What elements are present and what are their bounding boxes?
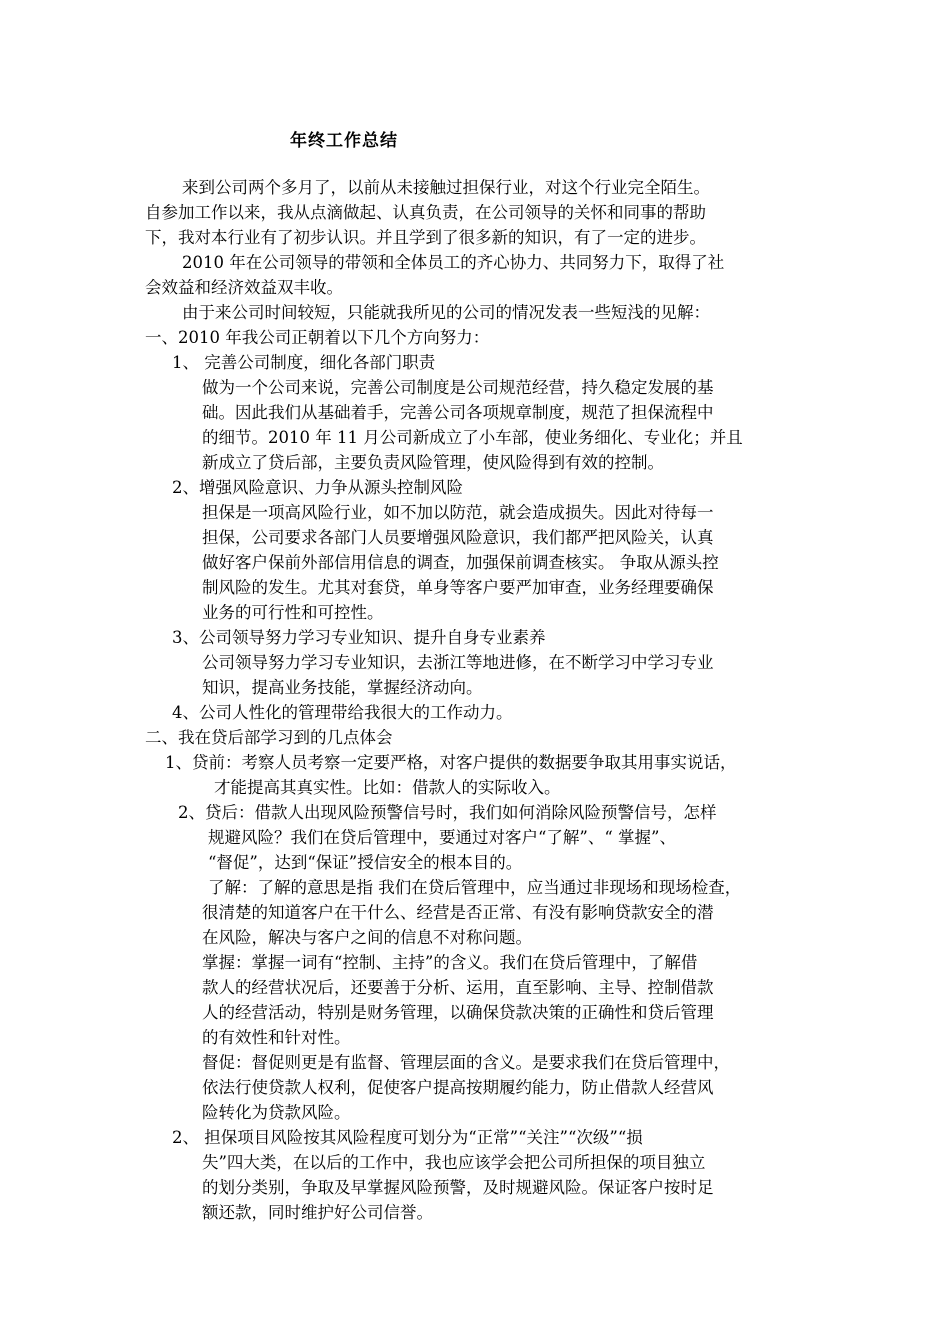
paragraph-line: 人的经营活动，特别是财务管理，以确保贷款决策的正确性和贷后管理 (202, 1003, 714, 1022)
paragraph-line: 由于来公司时间较短，只能就我所见的公司的情况发表一些短浅的见解： (182, 303, 710, 322)
paragraph-line: 督促：督促则更是有监督、管理层面的含义。是要求我们在贷后管理中， (202, 1053, 730, 1072)
paragraph-line: 础。因此我们从基础着手，完善公司各项规章制度，规范了担保流程中 (202, 403, 714, 422)
section-heading: 二、我在贷后部学习到的几点体会 (145, 728, 393, 747)
paragraph-line: 自参加工作以来，我从点滴做起、认真负责，在公司领导的关怀和同事的帮助 (145, 203, 706, 222)
paragraph-line: 会效益和经济效益双丰收。 (145, 278, 343, 297)
paragraph-line: 担保，公司要求各部门人员要增强风险意识，我们都严把风险关，认真 (202, 528, 714, 547)
paragraph-line: 制风险的发生。尤其对套贷，单身等客户要严加审查，业务经理要确保 (202, 578, 714, 597)
paragraph-line: 2010 年在公司领导的带领和全体员工的齐心协力、共同努力下，取得了社 (182, 253, 725, 272)
paragraph-line: 险转化为贷款风险。 (202, 1103, 351, 1122)
paragraph-line: 做为一个公司来说，完善公司制度是公司规范经营，持久稳定发展的基 (202, 378, 714, 397)
paragraph-line: 才能提高其真实性。比如：借款人的实际收入。 (214, 778, 561, 797)
list-item-heading: 1、贷前：考察人员考察一定要严格，对客户提供的数据要争取其用事实说话， (165, 753, 737, 772)
paragraph-line: 在风险，解决与客户之间的信息不对称问题。 (202, 928, 532, 947)
paragraph-line: 的划分类别，争取及早掌握风险预警，及时规避风险。保证客户按时足 (202, 1178, 714, 1197)
paragraph-line: 知识，提高业务技能，掌握经济动向。 (202, 678, 483, 697)
paragraph-line: “督促”，达到“保证”授信安全的根本目的。 (208, 853, 523, 872)
paragraph-line: 公司领导努力学习专业知识，去浙江等地进修，在不断学习中学习专业 (202, 653, 714, 672)
paragraph-line: 担保是一项高风险行业，如不加以防范，就会造成损失。因此对待每一 (202, 503, 714, 522)
paragraph-line: 规避风险？我们在贷后管理中，要通过对客户“了解”、“ 掌握”、 (208, 828, 676, 847)
paragraph-line: 来到公司两个多月了，以前从未接触过担保行业，对这个行业完全陌生。 (182, 178, 710, 197)
list-item-heading: 4、公司人性化的管理带给我很大的工作动力。 (172, 703, 513, 722)
document-title: 年终工作总结 (290, 131, 398, 151)
paragraph-line: 掌握：掌握一词有“控制、主持”的含义。我们在贷后管理中，了解借 (202, 953, 698, 972)
paragraph-line: 的有效性和针对性。 (202, 1028, 351, 1047)
section-heading: 一、2010 年我公司正朝着以下几个方向努力： (145, 328, 490, 347)
paragraph-line: 失”四大类，在以后的工作中，我也应该学会把公司所担保的项目独立 (202, 1153, 706, 1172)
paragraph-line: 的细节。2010 年 11 月公司新成立了小车部，使业务细化、专业化；并且 (202, 428, 743, 447)
paragraph-line: 业务的可行性和可控性。 (202, 603, 384, 622)
paragraph-line: 额还款，同时维护好公司信誉。 (202, 1203, 433, 1222)
paragraph-line: 下，我对本行业有了初步认识。并且学到了很多新的知识，有了一定的进步。 (145, 228, 706, 247)
list-item-heading: 2、贷后：借款人出现风险预警信号时，我们如何消除风险预警信号，怎样 (178, 803, 717, 822)
list-item-heading: 1、 完善公司制度，细化各部门职责 (172, 353, 436, 372)
paragraph-line: 依法行使贷款人权利，促使客户提高按期履约能力，防止借款人经营风 (202, 1078, 714, 1097)
list-item-heading: 3、公司领导努力学习专业知识、提升自身专业素养 (172, 628, 546, 647)
list-item-heading: 2、增强风险意识、力争从源头控制风险 (172, 478, 463, 497)
paragraph-line: 很清楚的知道客户在干什么、经营是否正常、有没有影响贷款安全的潜 (202, 903, 714, 922)
paragraph-line: 做好客户保前外部信用信息的调查，加强保前调查核实。 争取从源头控 (202, 553, 719, 572)
paragraph-line: 新成立了贷后部，主要负责风险管理，使风险得到有效的控制。 (202, 453, 664, 472)
list-item-heading: 2、 担保项目风险按其风险程度可划分为“正常”“关注”“次级”“损 (172, 1128, 643, 1147)
paragraph-line: 了解：了解的意思是指 我们在贷后管理中，应当通过非现场和现场检查， (208, 878, 742, 897)
paragraph-line: 款人的经营状况后，还要善于分析、运用，直至影响、主导、控制借款 (202, 978, 714, 997)
